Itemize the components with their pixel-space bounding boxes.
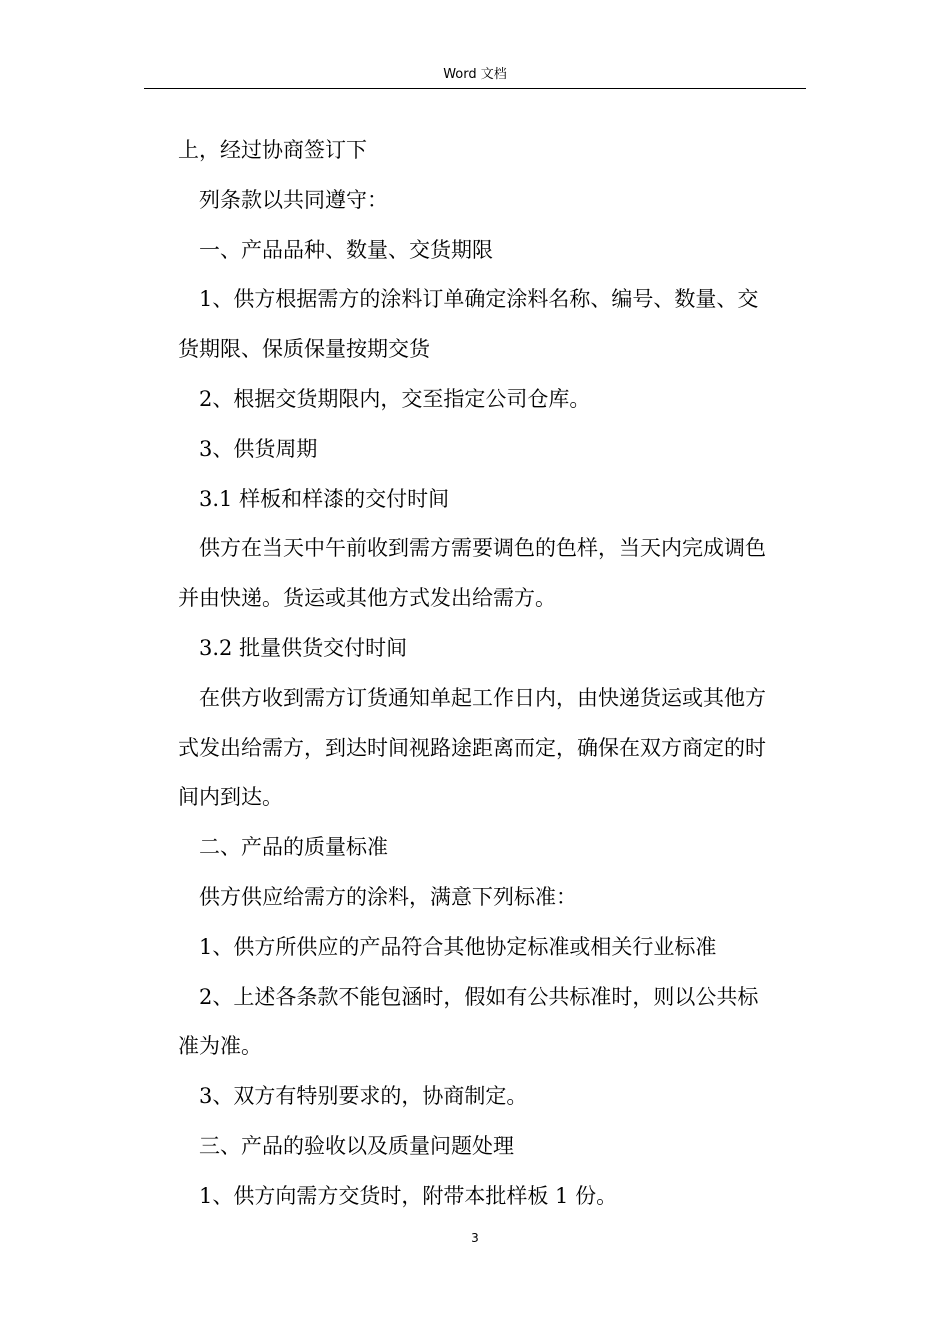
- body-line: 供方在当天中午前收到需方需要调色的色样，当天内完成调色: [199, 536, 766, 561]
- section-heading: 三、产品的验收以及质量问题处理: [199, 1133, 514, 1158]
- body-line: 2、根据交货期限内，交至指定公司仓库。: [199, 386, 591, 411]
- document-body: [178, 126, 808, 1222]
- body-line: 1、供方向需方交货时，附带本批样板 1 份。: [199, 1183, 618, 1208]
- body-line: 式发出给需方，到达时间视路途距离而定，确保在双方商定的时: [178, 735, 766, 760]
- section-heading: 二、产品的质量标准: [199, 835, 388, 860]
- body-line: 3、供货周期: [199, 436, 318, 461]
- body-line: 并由快递。货运或其他方式发出给需方。: [178, 586, 556, 611]
- body-line: 3.2 批量供货交付时间: [199, 635, 408, 660]
- body-line: 供方供应给需方的涂料，满意下列标准：: [199, 884, 577, 909]
- body-line: 2、上述各条款不能包涵时，假如有公共标准时，则以公共标: [199, 984, 759, 1009]
- body-line: 上，经过协商签订下: [178, 138, 367, 162]
- body-line: 间内到达。: [178, 785, 283, 810]
- body-line: 1、供方根据需方的涂料订单确定涂料名称、编号、数量、交: [199, 287, 759, 312]
- body-line: 准为准。: [178, 1034, 262, 1059]
- body-line: 3、双方有特别要求的，协商制定。: [199, 1084, 528, 1109]
- body-line: 在供方收到需方订货通知单起工作日内，由快递货运或其他方: [199, 685, 766, 710]
- body-line: 1、供方所供应的产品符合其他协定标准或相关行业标准: [199, 934, 717, 959]
- body-line: 3.1 样板和样漆的交付时间: [199, 486, 450, 511]
- page-header: Word 文档: [443, 67, 507, 82]
- body-line: 货期限、保质保量按期交货: [178, 337, 430, 362]
- page-number: 3: [471, 1231, 479, 1245]
- section-heading: 一、产品品种、数量、交货期限: [199, 237, 493, 262]
- header-divider: [144, 88, 806, 89]
- body-line: 列条款以共同遵守：: [199, 187, 388, 212]
